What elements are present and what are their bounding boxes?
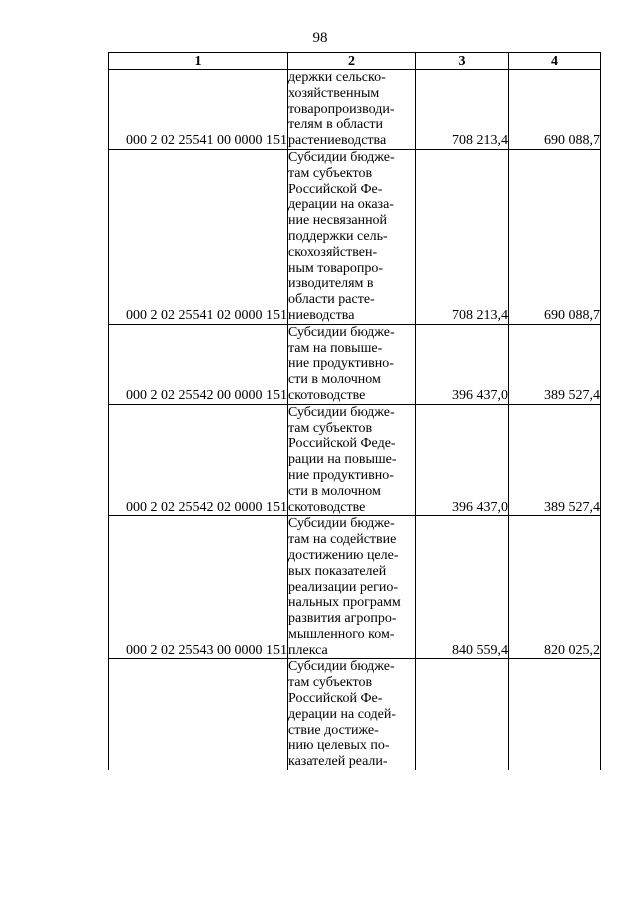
value-col-4-cell: 389 527,4 [509, 324, 601, 404]
value-col-3-cell: 708 213,4 [416, 149, 509, 324]
description-line: ствие достиже- [288, 722, 379, 738]
value-col-3-cell: 708 213,4 [416, 70, 509, 150]
budget-code-cell: 000 2 02 25541 00 0000 151 [109, 70, 288, 150]
description-line: изводителям в [288, 276, 374, 292]
description-cell [288, 70, 416, 150]
description-cell [288, 659, 416, 770]
value-col-4-cell: 690 088,7 [509, 149, 601, 324]
value-col-4-cell: 820 025,2 [509, 516, 601, 659]
description-line: скотоводстве [288, 387, 366, 403]
table-row [109, 404, 601, 516]
value-col-3-cell: 396 437,0 [416, 324, 509, 404]
description-line: области расте- [288, 292, 375, 308]
budget-table [108, 52, 601, 770]
description-line: сти в молочном [288, 372, 381, 388]
table-row [109, 516, 601, 659]
description-line: телям в области [288, 117, 384, 133]
column-header-2: 2 [288, 53, 416, 70]
table-row [109, 70, 601, 150]
column-header-3: 3 [416, 53, 509, 70]
value-col-4-cell: 690 088,7 [509, 70, 601, 150]
budget-code-cell: 000 2 02 25542 02 0000 151 [109, 404, 288, 516]
budget-code-cell: 000 2 02 25541 02 0000 151 [109, 149, 288, 324]
description-line: товаропроизводи- [288, 101, 395, 117]
value-col-4-cell [509, 659, 601, 770]
budget-code-cell: 000 2 02 25542 00 0000 151 [109, 324, 288, 404]
description-line: ние продуктивно- [288, 356, 394, 372]
description-line: развития агропро- [288, 611, 397, 627]
description-line: скохозяйствен- [288, 244, 378, 260]
description-line: держки сельско- [288, 70, 386, 85]
table-row [109, 324, 601, 404]
description-cell [288, 324, 416, 404]
description-line: вых показателей [288, 563, 387, 579]
table-header-row [109, 53, 601, 70]
description-cell [288, 149, 416, 324]
description-line: ние несвязанной [288, 213, 388, 229]
description-line: нию целевых по- [288, 738, 390, 754]
description-line: хозяйственным [288, 85, 380, 101]
description-line: Субсидии бюдже- [288, 659, 395, 675]
description-line: там субъектов [288, 420, 373, 436]
description-line: Субсидии бюдже- [288, 404, 395, 420]
table-body [109, 70, 601, 771]
table-row [109, 149, 601, 324]
description-line: ниеводства [288, 307, 355, 323]
value-col-3-cell: 840 559,4 [416, 516, 509, 659]
description-cell [288, 516, 416, 659]
page-number: 98 [312, 30, 328, 46]
description-line: там на повыше- [288, 340, 383, 356]
description-line: ние продуктивно- [288, 467, 394, 483]
description-line: сти в молочном [288, 483, 381, 499]
budget-code-cell [109, 659, 288, 770]
description-line: нальных программ [288, 595, 401, 611]
description-line: реализации регио- [288, 579, 399, 595]
description-line: казателей реали- [288, 754, 388, 770]
description-line: рации на повыше- [288, 452, 397, 468]
table-row [109, 659, 601, 770]
description-line: дерации на содей- [288, 706, 397, 722]
description-line: дерации на оказа- [288, 197, 394, 213]
description-line: там субъектов [288, 675, 373, 691]
description-line: Российской Фе- [288, 691, 383, 707]
description-line: там на содействие [288, 532, 397, 548]
description-line: Российской Фе- [288, 181, 383, 197]
column-header-1: 1 [109, 53, 288, 70]
column-header-4: 4 [509, 53, 601, 70]
description-line: достижению целе- [288, 547, 399, 563]
description-line: Субсидии бюдже- [288, 149, 395, 165]
description-line: Субсидии бюдже- [288, 516, 395, 532]
value-col-3-cell: 396 437,0 [416, 404, 509, 516]
description-line: Российской Феде- [288, 436, 396, 452]
description-line: ным товаропро- [288, 260, 383, 276]
budget-code-cell: 000 2 02 25543 00 0000 151 [109, 516, 288, 659]
description-line: там субъектов [288, 165, 373, 181]
description-line: скотоводстве [288, 499, 366, 515]
description-line: плекса [288, 642, 328, 658]
description-line: мышленного ком- [288, 626, 395, 642]
description-line: Субсидии бюдже- [288, 324, 395, 340]
description-cell [288, 404, 416, 516]
description-line: поддержки сель- [288, 228, 388, 244]
description-line: растениеводства [288, 133, 387, 149]
value-col-3-cell [416, 659, 509, 770]
value-col-4-cell: 389 527,4 [509, 404, 601, 516]
